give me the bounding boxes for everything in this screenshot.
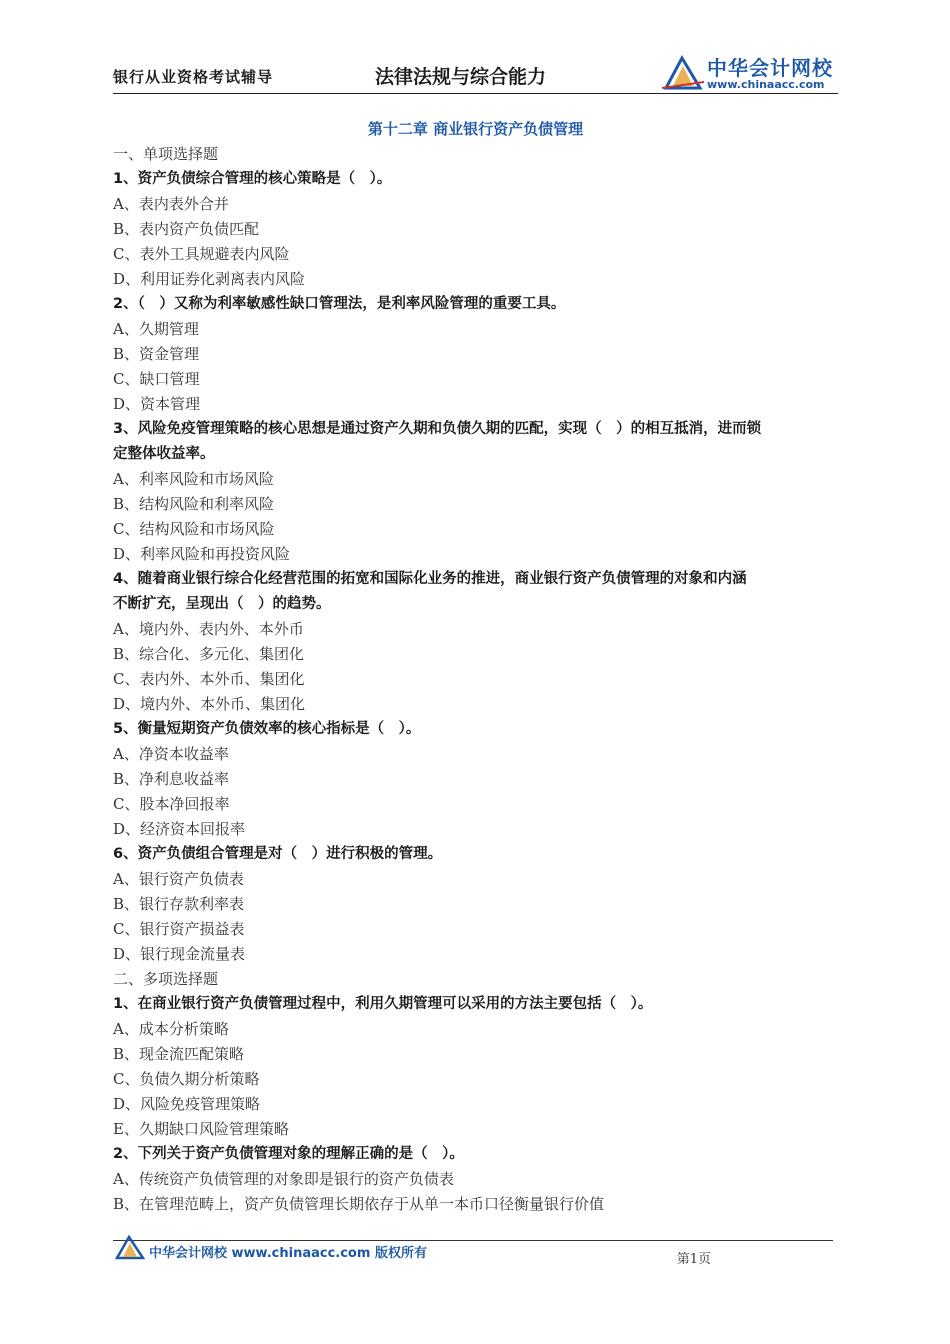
option-line: D、经济资本回报率 bbox=[113, 820, 246, 838]
option-line: D、利率风险和再投资风险 bbox=[113, 545, 291, 563]
logo-triangle-icon bbox=[662, 54, 704, 90]
page-footer bbox=[113, 1234, 833, 1267]
question-list bbox=[113, 142, 838, 1217]
question-line: 1、资产负债综合管理的核心策略是（ ）。 bbox=[113, 171, 392, 187]
footer-divider bbox=[113, 1240, 833, 1241]
option-line: C、负债久期分析策略 bbox=[113, 1070, 260, 1088]
option-line: A、传统资产负债管理的对象即是银行的资产负债表 bbox=[113, 1170, 454, 1188]
logo-name: 中华会计网校 bbox=[707, 56, 833, 80]
page-number: 第1页 bbox=[676, 1252, 711, 1267]
question-line: 2、（ ）又称为利率敏感性缺口管理法，是利率风险管理的重要工具。 bbox=[113, 296, 566, 312]
option-line: C、表内外、本外币、集团化 bbox=[113, 670, 305, 688]
chapter-title: 第十二章 商业银行资产负债管理 bbox=[367, 120, 584, 138]
option-line: D、银行现金流量表 bbox=[113, 945, 246, 963]
logo-url: www.chinaacc.com bbox=[707, 78, 825, 91]
option-line: B、现金流匹配策略 bbox=[113, 1045, 245, 1063]
question-line: 1、在商业银行资产负债管理过程中，利用久期管理可以采用的方法主要包括（ ）。 bbox=[113, 996, 653, 1012]
section-heading: 一、单项选择题 bbox=[113, 145, 219, 163]
option-line: A、利率风险和市场风险 bbox=[113, 470, 274, 488]
option-line: B、在管理范畴上，资产负债管理长期依存于从单一本币口径衡量银行价值 bbox=[113, 1195, 605, 1213]
option-line: A、境内外、表内外、本外币 bbox=[113, 620, 304, 638]
header-subject: 银行从业资格考试辅导 bbox=[113, 68, 274, 86]
option-line: C、缺口管理 bbox=[113, 370, 200, 388]
option-line: B、资金管理 bbox=[113, 345, 200, 363]
option-line: A、净资本收益率 bbox=[113, 745, 229, 763]
option-line: C、结构风险和市场风险 bbox=[113, 520, 275, 538]
option-line: D、风险免疫管理策略 bbox=[113, 1095, 261, 1113]
option-line: B、综合化、多元化、集团化 bbox=[113, 645, 305, 663]
question-line: 3、风险免疫管理策略的核心思想是通过资产久期和负债久期的匹配，实现（ ）的相互抵消，进而锁 bbox=[113, 421, 762, 437]
option-line: A、银行资产负债表 bbox=[113, 870, 244, 888]
question-line: 6、资产负债组合管理是对（ ）进行积极的管理。 bbox=[113, 846, 443, 862]
footer-logo-icon bbox=[115, 1234, 145, 1260]
option-line: B、表内资产负债匹配 bbox=[113, 220, 260, 238]
header-title: 法律法规与综合能力 bbox=[375, 66, 547, 88]
option-line: A、久期管理 bbox=[113, 320, 199, 338]
question-line: 4、随着商业银行综合化经营范围的拓宽和国际化业务的推进，商业银行资产负债管理的对象和内涵 bbox=[113, 571, 747, 587]
option-line: C、表外工具规避表内风险 bbox=[113, 245, 290, 263]
option-line: E、久期缺口风险管理策略 bbox=[113, 1120, 289, 1138]
section-heading: 二、多项选择题 bbox=[113, 970, 219, 988]
option-line: B、银行存款利率表 bbox=[113, 895, 245, 913]
page-header bbox=[113, 52, 838, 92]
header-divider bbox=[113, 93, 838, 94]
question-line: 定整体收益率。 bbox=[113, 446, 215, 462]
option-line: D、利用证券化剥离表内风险 bbox=[113, 270, 306, 288]
option-line: A、成本分析策略 bbox=[113, 1020, 229, 1038]
option-line: B、结构风险和利率风险 bbox=[113, 495, 275, 513]
option-line: D、资本管理 bbox=[113, 395, 201, 413]
footer-copyright: 中华会计网校 www.chinaacc.com 版权所有 bbox=[149, 1246, 427, 1261]
question-line: 2、下列关于资产负债管理对象的理解正确的是（ ）。 bbox=[113, 1146, 464, 1162]
question-line: 不断扩充，呈现出（ ）的趋势。 bbox=[113, 596, 331, 612]
brand-logo bbox=[662, 52, 838, 92]
option-line: A、表内表外合并 bbox=[113, 195, 229, 213]
option-line: B、净利息收益率 bbox=[113, 770, 230, 788]
option-line: C、银行资产损益表 bbox=[113, 920, 245, 938]
option-line: C、股本净回报率 bbox=[113, 795, 230, 813]
question-line: 5、衡量短期资产负债效率的核心指标是（ ）。 bbox=[113, 721, 421, 737]
document-body bbox=[113, 117, 838, 1217]
option-line: D、境内外、本外币、集团化 bbox=[113, 695, 306, 713]
